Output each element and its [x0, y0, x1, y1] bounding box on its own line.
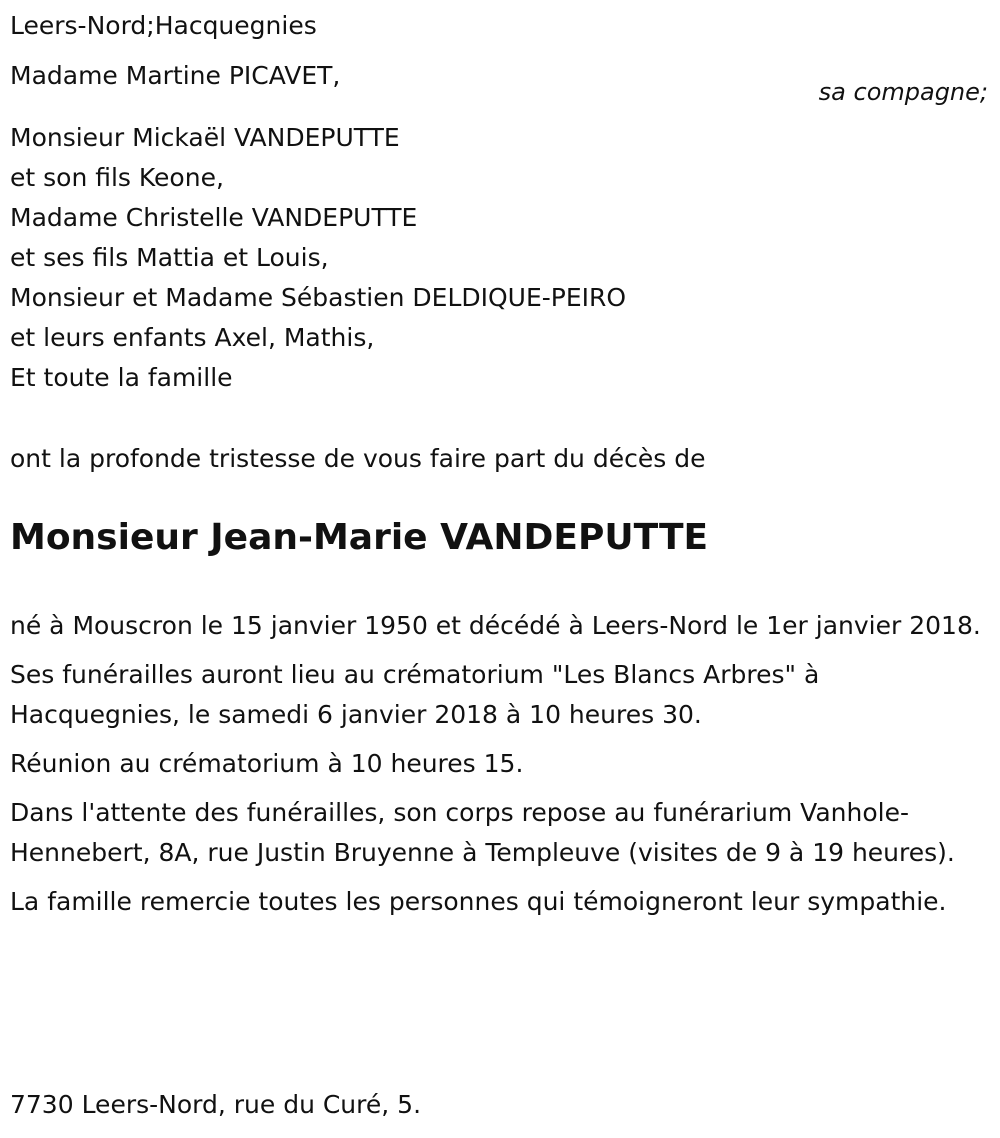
family-line: Monsieur Mickaël VANDEPUTTE	[10, 123, 400, 152]
place-line: Leers-Nord;Hacquegnies	[10, 11, 317, 40]
birth-death-paragraph: né à Mouscron le 15 janvier 1950 et décédé à Leers-Nord le 1er janvier 2018.	[10, 611, 981, 640]
announcement-intro: ont la profonde tristesse de vous faire part du décès de	[10, 444, 706, 473]
funerarium-paragraph: Dans l'attente des funérailles, son corps repose au funérarium Vanhole-Hennebert, 8A, rue Justin Bruyenne à Templeuve (visites de 9 à 19 heures).	[10, 798, 955, 867]
details-block	[10, 606, 985, 931]
address-line: 7730 Leers-Nord, rue du Curé, 5.	[10, 1090, 422, 1119]
partner-role: sa compagne;	[818, 78, 988, 106]
meeting-paragraph: Réunion au crématorium à 10 heures 15.	[10, 749, 524, 778]
deceased-name: Monsieur Jean-Marie VANDEPUTTE	[10, 517, 709, 558]
family-line: Monsieur et Madame Sébastien DELDIQUE-PEIRO	[10, 283, 627, 312]
funeral-paragraph: Ses funérailles auront lieu au crématorium "Les Blancs Arbres" à Hacquegnies, le samedi 6 janvier 2018 à 10 heures 30.	[10, 660, 820, 729]
family-line: et ses fils Mattia et Louis,	[10, 243, 329, 272]
family-line: Et toute la famille	[10, 363, 233, 392]
family-line: et leurs enfants Axel, Mathis,	[10, 323, 375, 352]
family-line: Madame Christelle VANDEPUTTE	[10, 203, 418, 232]
family-line: et son fils Keone,	[10, 163, 224, 192]
partner-name: Madame Martine PICAVET,	[10, 61, 341, 90]
thanks-paragraph: La famille remercie toutes les personnes qui témoigneront leur sympathie.	[10, 887, 947, 916]
family-list	[10, 118, 626, 398]
